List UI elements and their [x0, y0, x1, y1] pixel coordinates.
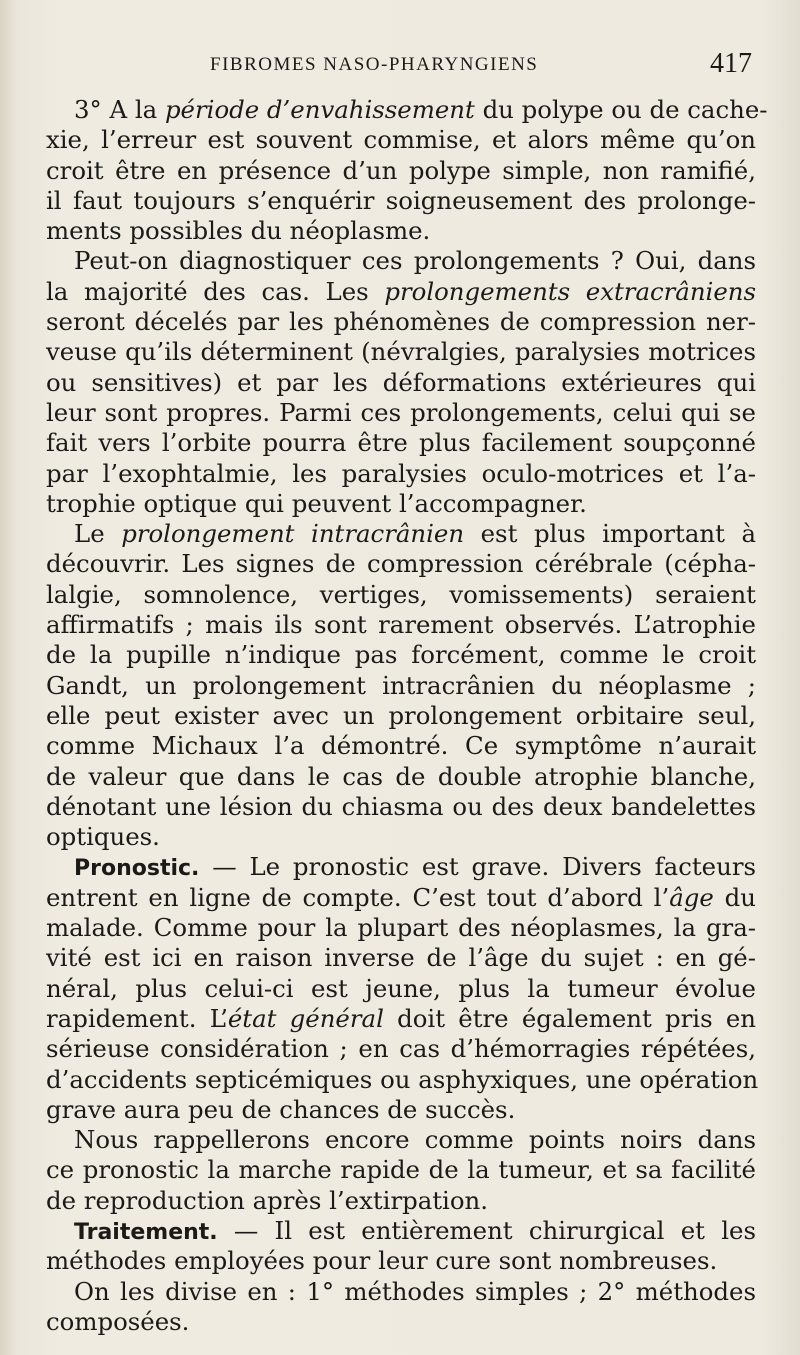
text-line: seront décelés par les phénomènes de compression ner-	[46, 307, 756, 337]
text-line: lalgie, somnolence, vertiges, vomissements) seraient	[46, 579, 756, 609]
text-line: rapidement. L’état général doit être également pris en	[46, 1003, 756, 1033]
text-line: 3° A la période d’envahissement du polype ou de cache-	[74, 95, 768, 124]
text-line: leur sont propres. Parmi ces prolongements, celui qui se	[46, 397, 756, 427]
text-line: néral, plus celui-ci est jeune, plus la tumeur évolue	[46, 973, 756, 1003]
text-line: croit être en présence d’un polype simple, non ramifié,	[46, 155, 756, 185]
text-line: Peut-on diagnostiquer ces prolongements ? Oui, dans	[74, 246, 756, 276]
text-line: malade. Comme pour la plupart des néoplasmes, la gra-	[46, 913, 756, 943]
text-line: il faut toujours s’enquérir soigneusement des prolonge-	[46, 185, 756, 215]
text-line: Nous rappellerons encore comme points noirs dans	[74, 1125, 756, 1155]
body-text	[46, 95, 768, 1337]
text-line: méthodes employées pour leur cure sont nombreuses.	[46, 1246, 718, 1276]
text-line: découvrir. Les signes de compression cérébrale (cépha-	[46, 549, 756, 579]
text-line: On les divise en : 1° méthodes simples ; 2° méthodes	[74, 1276, 756, 1306]
text-line: comme Michaux l’a démontré. Ce symptôme n’aurait	[46, 731, 756, 761]
text-line: de la pupille n’indique pas forcément, comme le croit	[46, 640, 756, 670]
text-line: fait vers l’orbite pourra être plus facilement soupçonné	[46, 428, 756, 458]
text-line: sérieuse considération ; en cas d’hémorragies répétées,	[46, 1034, 756, 1064]
text-line: entrent en ligne de compte. C’est tout d’abord l’âge du	[46, 882, 756, 912]
text-line: trophie optique qui peuvent l’accompagner.	[46, 488, 587, 518]
text-line: d’accidents septicémiques ou asphyxiques, une opération	[46, 1064, 759, 1094]
text-line: Le prolongement intracrânien est plus important à	[74, 519, 756, 549]
text-line: composées.	[46, 1306, 190, 1336]
text-line: la majorité des cas. Les prolongements extracrâniens	[46, 276, 757, 306]
page-number: 417	[710, 48, 752, 79]
page-header	[210, 48, 752, 82]
text-line: de reproduction après l’extirpation.	[46, 1185, 489, 1215]
text-line: xie, l’erreur est souvent commise, et alors même qu’on	[46, 125, 756, 155]
text-line: veuse qu’ils déterminent (névralgies, paralysies motrices	[46, 337, 756, 367]
section-heading-traitement: Traitement. — Il est entièrement chirurgical et les	[74, 1215, 756, 1245]
text-line: ments possibles du néoplasme.	[46, 216, 431, 246]
text-line: grave aura peu de chances de succès.	[46, 1094, 516, 1124]
text-line: ce pronostic la marche rapide de la tumeur, et sa facilité	[46, 1155, 756, 1185]
text-line: de valeur que dans le cas de double atrophie blanche,	[46, 761, 756, 791]
text-line: Gandt, un prolongement intracrânien du néoplasme ;	[46, 670, 756, 700]
text-line: optiques.	[46, 822, 160, 852]
text-line: ou sensitives) et par les déformations extérieures qui	[46, 367, 756, 397]
text-line: elle peut exister avec un prolongement orbitaire seul,	[46, 700, 756, 730]
text-line: par l’exophtalmie, les paralysies oculo-motrices et l’a-	[46, 458, 756, 488]
running-head: FIBROMES NASO-PHARYNGIENS	[210, 54, 539, 75]
text-line: dénotant une lésion du chiasma ou des deux bandelettes	[46, 791, 756, 821]
text-line: vité est ici en raison inverse de l’âge du sujet : en gé-	[46, 943, 756, 973]
section-heading-pronostic: Pronostic. — Le pronostic est grave. Divers facteurs	[74, 852, 756, 882]
text-line: affirmatifs ; mais ils sont rarement observés. L’atrophie	[46, 610, 756, 640]
